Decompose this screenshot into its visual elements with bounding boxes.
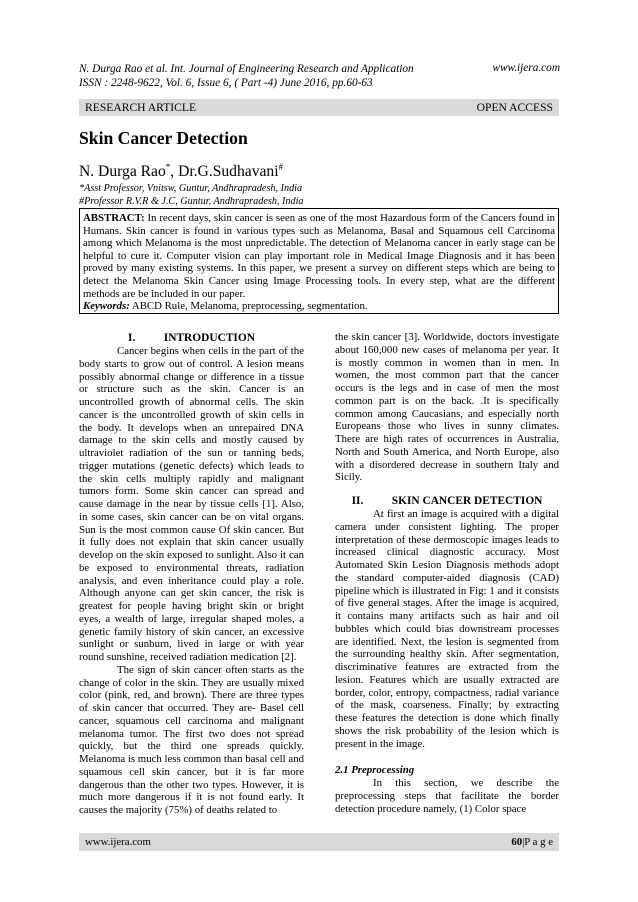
- intro-paragraph-2: The sign of skin cancer often starts as the change of color in the skin. They are usually mixed color (pink, red, and brown). There are three types of skin cancer that occurred. They are- Basel cell cancer, squamous cell carcinoma and malignant melanoma tumor. The first two does not spread quickly, but the third one spreads quickly. Melanoma is much less common than basal cell and squamous cell skin cancer, but it is far more dangerous than the other two types. However, it is much more dangerous if it is not found early. It causes the majority (75%) of deaths related to: [79, 663, 304, 816]
- journal-citation: N. Durga Rao et al. Int. Journal of Engineering Research and Application: [79, 63, 414, 75]
- intro-continuation: the skin cancer [3]. Worldwide, doctors investigate about 160,000 new cases of melanoma per year. It is mostly common in women than in men. In women, the most common part that the cancer occurs is the legs and in case of men the most common part is on the back. .It is specifically common among Caucasians, and especially north Europeans those who lives in sunny climates. There are high rates of occurrences in Australia, North and South America, and North Europe, also with a disordered decrease in southern Italy and Sicily.: [335, 331, 559, 484]
- research-article-label: RESEARCH ARTICLE: [85, 101, 197, 114]
- issn-line: ISSN : 2248-9622, Vol. 6, Issue 6, ( Part -4) June 2016, pp.60-63: [79, 77, 373, 89]
- section-heading-skin-cancer-detection: II. SKIN CANCER DETECTION: [351, 495, 543, 507]
- footer-website: www.ijera.com: [85, 836, 151, 848]
- abstract-label: ABSTRACT:: [83, 212, 145, 224]
- author-1: N. Durga Rao: [79, 163, 166, 181]
- intro-paragraph-1: Cancer begins when cells in the part of the body starts to grow out of control. A lesion means possibly abnormal change or difference in a tissue or structure such as the skin. Cancer is an uncontrolled growth of abnormal cells. The skin cancer is the uncontrolled growth of skin cells in the body. It develops when an unrepaired DNA damage to the skin cells and mostly caused by ultraviolet radiation of the sun or tanning beds, trigger mutations (genetic defects) which leads to the skin cells multiply rapidly and malignant tumors form. Some skin cancer can spread and cause damage in the near by tissue cells [1]. Also, in some cases, skin cancer can be on vital organs. Sun is the most common cause Of skin cancer. But it fully does not explain that skin cancer usually develop on the skin exposed to sunlight. Also it can be exposed to environmental threats, radiation analysis, and even inheritance could play a role. Although anyone can get skin cancer, the risk is greatest for people having bright skin or bright eyes, a wealth of large, irregular shaped moles, a genetic family history of skin cancer, an excessive sunlight or sunburn, lived in large or with year round sunshine, received radiation medication [2].: [79, 345, 304, 663]
- open-access-label: OPEN ACCESS: [476, 101, 553, 114]
- journal-website: www.ijera.com: [492, 62, 560, 74]
- author-separator: ,: [170, 163, 179, 181]
- author-line: [79, 162, 283, 181]
- abstract-box: [79, 208, 559, 314]
- affiliation-2: #Professor R.V.R & J.C, Guntur, Andhrapradesh, India: [79, 196, 304, 207]
- footer-page-number: [511, 833, 553, 851]
- author-1-mark: *: [165, 162, 171, 172]
- subsection-heading-preprocessing: 2.1 Preprocessing: [335, 764, 415, 777]
- left-column: [79, 331, 304, 817]
- keywords-label: Keywords:: [83, 300, 130, 313]
- page-label: |P a g e: [522, 836, 553, 848]
- page-number: 60: [511, 836, 523, 848]
- section-heading-introduction: I. INTRODUCTION: [128, 332, 255, 344]
- right-column: [335, 331, 559, 815]
- affiliation-1: *Asst Professor, Vnitsw, Guntur, Andhrapradesh, India: [79, 183, 303, 194]
- detection-paragraph: At first an image is acquired with a digital camera under consistent lighting. The proper interpretation of these dermoscopic images leads to increased clinical diagnostic accuracy. Most Automated Skin Lesion Diagnosis methods adopt the standard computer-aided diagnosis (CAD) pipeline which is illustrated in Fig: 1 and it consists of five general stages. After the image is acquired, it contains many artifacts such as hair and oil bubbles which could bias downstream processes are identified. Next, the lesion is segmented from the surrounding healthy skin. After segmentation, discriminative features are extracted from the lesion. Features which are usually extracted are border, color, entropy, compactness, radial variance of the mask, coarseness. Finally; by extracting these features the detection is done which finally shows the risk probability of the lesion which is present in the image.: [335, 508, 559, 750]
- page-footer: [79, 833, 559, 851]
- paper-title: Skin Cancer Detection: [79, 128, 248, 148]
- preprocessing-paragraph: In this section, we describe the preprocessing steps that facilitate the border detection procedure namely, (1) Color space: [335, 777, 559, 815]
- keywords-text: ABCD Rule, Melanoma, preprocessing, segmentation.: [129, 300, 368, 313]
- abstract-text: In recent days, skin cancer is seen as one of the most Hazardous form of the Cancers found in Humans. Skin cancer is found in various types such as Melanoma, Basal and Squamous cell Carcinoma among which Melanoma is the most unpredictable. The detection of Melanoma cancer in early stage can be helpful to cure it. Computer vision can play important role in Medical Image Diagnosis and it has been proved by many existing systems. In this paper, we present a survey on different steps which are being to detect the Melanoma Skin Cancer using Image Processing tools. In every step, what are the different methods are be included in our paper.: [83, 212, 555, 300]
- article-type-banner: [79, 99, 559, 116]
- author-2: Dr.G.Sudhavani: [178, 163, 279, 181]
- author-2-mark: #: [278, 162, 284, 172]
